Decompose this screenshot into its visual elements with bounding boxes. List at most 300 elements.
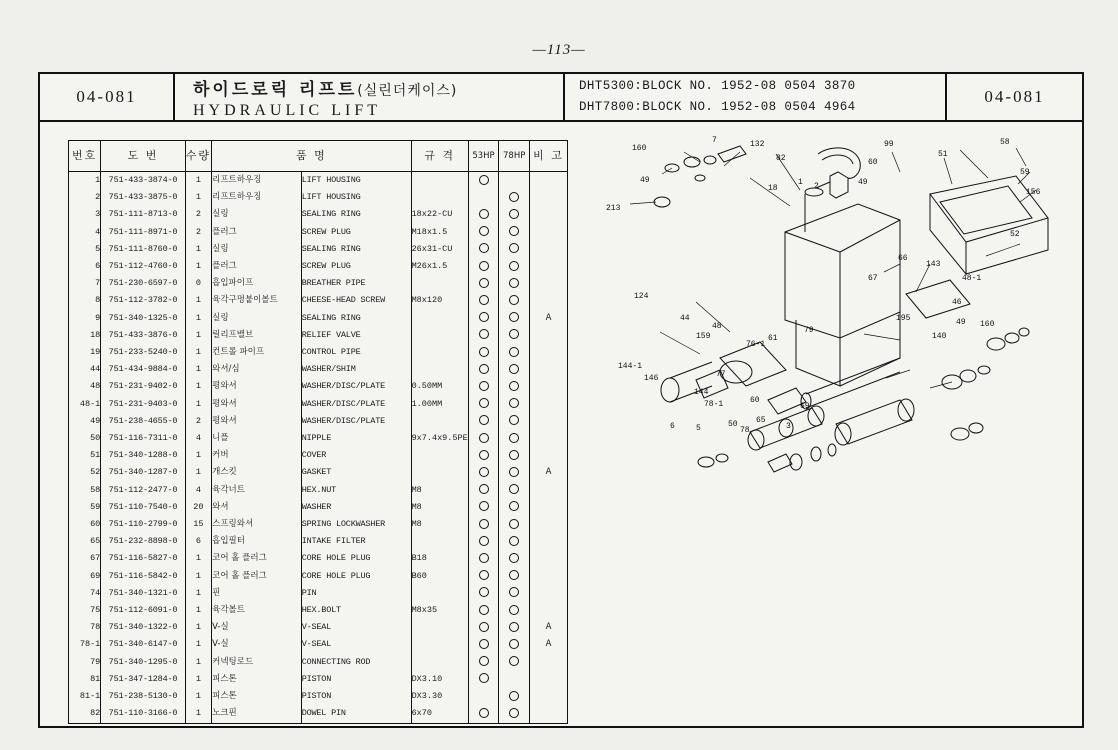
row-spec — [411, 619, 468, 636]
row-quantity: 1 — [185, 602, 211, 619]
table-row — [69, 654, 568, 671]
row-53hp-mark — [468, 258, 499, 275]
row-78hp-mark — [499, 688, 530, 705]
row-quantity: 2 — [185, 224, 211, 241]
table-row — [69, 378, 568, 395]
svg-text:3: 3 — [786, 422, 791, 431]
row-part-number: 751-232-8898-0 — [101, 533, 185, 550]
svg-text:82: 82 — [776, 154, 786, 163]
circle-mark-icon — [509, 329, 519, 339]
svg-text:66: 66 — [898, 254, 908, 263]
row-name-korean: V-실 — [212, 619, 302, 636]
row-part-number: 751-340-1288-0 — [101, 447, 185, 464]
row-spec — [411, 464, 468, 481]
circle-mark-icon — [509, 226, 519, 236]
row-spec: M26x1.5 — [411, 258, 468, 275]
row-quantity: 1 — [185, 636, 211, 653]
svg-text:6: 6 — [670, 422, 675, 431]
row-name-english: GASKET — [301, 464, 411, 481]
row-name-english: WASHER/DISC/PLATE — [301, 413, 411, 430]
block-number-line-2: DHT7800:BLOCK NO. 1952-08 0504 4964 — [579, 100, 856, 114]
row-part-number: 751-110-2799-0 — [101, 516, 185, 533]
row-name-korean: 평와셔 — [212, 413, 302, 430]
svg-text:144: 144 — [694, 388, 709, 397]
row-53hp-mark — [468, 292, 499, 309]
row-remark — [530, 688, 568, 705]
table-row — [69, 671, 568, 688]
col-no: 번호 — [69, 141, 101, 172]
row-78hp-mark — [499, 258, 530, 275]
svg-text:140: 140 — [932, 332, 947, 341]
row-quantity: 1 — [185, 172, 211, 190]
row-name-english: WASHER/DISC/PLATE — [301, 396, 411, 413]
row-53hp-mark — [468, 189, 499, 206]
svg-text:143: 143 — [926, 260, 941, 269]
row-name-english: WASHER/SHIM — [301, 361, 411, 378]
row-53hp-mark — [468, 550, 499, 567]
row-name-korean: 육각볼트 — [212, 602, 302, 619]
row-index: 81 — [69, 671, 101, 688]
row-part-number: 751-340-6147-0 — [101, 636, 185, 653]
row-spec: 0.50MM — [411, 378, 468, 395]
row-part-number: 751-238-5130-0 — [101, 688, 185, 705]
row-remark — [530, 568, 568, 585]
circle-mark-icon — [479, 243, 489, 253]
row-name-korean: 스프링와셔 — [212, 516, 302, 533]
row-name-korean: 노크핀 — [212, 705, 302, 723]
svg-text:78-1: 78-1 — [704, 400, 724, 409]
svg-text:52: 52 — [1010, 230, 1020, 239]
row-spec — [411, 533, 468, 550]
row-remark — [530, 344, 568, 361]
row-part-number: 751-340-1321-0 — [101, 585, 185, 602]
table-row — [69, 585, 568, 602]
row-part-number: 751-111-8971-0 — [101, 224, 185, 241]
circle-mark-icon — [479, 553, 489, 563]
row-name-english: COVER — [301, 447, 411, 464]
row-name-korean: 흡입파이프 — [212, 275, 302, 292]
circle-mark-icon — [509, 278, 519, 288]
row-spec: 18x22-CU — [411, 206, 468, 223]
row-spec — [411, 447, 468, 464]
row-remark — [530, 585, 568, 602]
row-name-english: INTAKE FILTER — [301, 533, 411, 550]
row-index: 79 — [69, 654, 101, 671]
row-remark — [530, 292, 568, 309]
row-spec — [411, 654, 468, 671]
row-quantity: 1 — [185, 568, 211, 585]
circle-mark-icon — [509, 364, 519, 374]
row-name-korean: 와셔/심 — [212, 361, 302, 378]
row-78hp-mark — [499, 482, 530, 499]
row-index: 50 — [69, 430, 101, 447]
row-53hp-mark — [468, 275, 499, 292]
row-spec — [411, 275, 468, 292]
circle-mark-icon — [479, 656, 489, 666]
row-name-english: NIPPLE — [301, 430, 411, 447]
row-name-korean: 실링 — [212, 206, 302, 223]
row-name-english: HEX.BOLT — [301, 602, 411, 619]
circle-mark-icon — [509, 433, 519, 443]
row-index: 58 — [69, 482, 101, 499]
row-remark — [530, 602, 568, 619]
row-quantity: 1 — [185, 258, 211, 275]
row-53hp-mark — [468, 396, 499, 413]
row-name-korean: 커버 — [212, 447, 302, 464]
row-53hp-mark — [468, 224, 499, 241]
row-quantity: 1 — [185, 654, 211, 671]
row-name-english: SEALING RING — [301, 206, 411, 223]
row-name-korean: 육각구멍붙이볼트 — [212, 292, 302, 309]
row-53hp-mark — [468, 241, 499, 258]
row-remark — [530, 189, 568, 206]
row-part-number: 751-433-3876-0 — [101, 327, 185, 344]
circle-mark-icon — [509, 519, 519, 529]
row-quantity: 20 — [185, 499, 211, 516]
table-row — [69, 189, 568, 206]
row-index: 18 — [69, 327, 101, 344]
svg-text:160: 160 — [632, 144, 647, 153]
svg-text:159: 159 — [696, 332, 711, 341]
row-name-korean: 평와셔 — [212, 378, 302, 395]
row-spec: M8 — [411, 482, 468, 499]
row-53hp-mark — [468, 413, 499, 430]
row-78hp-mark — [499, 533, 530, 550]
row-part-number: 751-340-1295-0 — [101, 654, 185, 671]
row-part-number: 751-116-5842-0 — [101, 568, 185, 585]
title-english: HYDRAULIC LIFT — [193, 101, 381, 119]
table-row — [69, 206, 568, 223]
svg-text:60: 60 — [750, 396, 760, 405]
row-index: 75 — [69, 602, 101, 619]
row-53hp-mark — [468, 516, 499, 533]
row-78hp-mark — [499, 413, 530, 430]
row-78hp-mark — [499, 585, 530, 602]
table-row — [69, 224, 568, 241]
table-row — [69, 705, 568, 723]
svg-text:65: 65 — [756, 416, 766, 425]
row-name-korean: 피스톤 — [212, 671, 302, 688]
row-name-english: V-SEAL — [301, 619, 411, 636]
row-part-number: 751-340-1287-0 — [101, 464, 185, 481]
row-name-english: SEALING RING — [301, 241, 411, 258]
row-remark — [530, 654, 568, 671]
row-part-number: 751-433-3874-0 — [101, 172, 185, 190]
row-name-english: PISTON — [301, 671, 411, 688]
col-part-number: 도 번 — [101, 141, 185, 172]
col-78hp: 78HP — [499, 141, 530, 172]
circle-mark-icon — [509, 622, 519, 632]
table-row — [69, 396, 568, 413]
row-part-number: 751-112-2477-0 — [101, 482, 185, 499]
circle-mark-icon — [479, 347, 489, 357]
svg-text:195: 195 — [896, 314, 911, 323]
row-name-english: LIFT HOUSING — [301, 172, 411, 190]
row-index: 48 — [69, 378, 101, 395]
row-index: 4 — [69, 224, 101, 241]
row-53hp-mark — [468, 533, 499, 550]
row-index: 74 — [69, 585, 101, 602]
row-53hp-mark — [468, 499, 499, 516]
row-spec: M8x35 — [411, 602, 468, 619]
row-78hp-mark — [499, 310, 530, 327]
row-quantity: 4 — [185, 482, 211, 499]
row-part-number: 751-231-9403-0 — [101, 396, 185, 413]
svg-text:61: 61 — [768, 334, 778, 343]
circle-mark-icon — [479, 312, 489, 322]
row-53hp-mark — [468, 447, 499, 464]
row-quantity: 0 — [185, 275, 211, 292]
row-name-korean: 코어 홀 플러그 — [212, 568, 302, 585]
row-53hp-mark — [468, 619, 499, 636]
row-index: 59 — [69, 499, 101, 516]
row-name-korean: 평와셔 — [212, 396, 302, 413]
circle-mark-icon — [479, 570, 489, 580]
circle-mark-icon — [479, 536, 489, 546]
exploded-view-illustration — [600, 132, 1070, 712]
row-remark — [530, 224, 568, 241]
row-name-english: SEALING RING — [301, 310, 411, 327]
circle-mark-icon — [509, 536, 519, 546]
row-name-korean: 와셔 — [212, 499, 302, 516]
circle-mark-icon — [479, 226, 489, 236]
row-spec — [411, 636, 468, 653]
svg-text:18: 18 — [768, 184, 778, 193]
row-78hp-mark — [499, 292, 530, 309]
row-78hp-mark — [499, 550, 530, 567]
sheet-header — [40, 74, 1082, 122]
block-number-line-1: DHT5300:BLOCK NO. 1952-08 0504 3870 — [579, 78, 856, 93]
row-index: 19 — [69, 344, 101, 361]
row-remark — [530, 430, 568, 447]
row-name-korean: 리프트하우징 — [212, 189, 302, 206]
row-spec — [411, 361, 468, 378]
svg-text:213: 213 — [606, 204, 621, 213]
svg-text:160: 160 — [980, 320, 995, 329]
row-index: 52 — [69, 464, 101, 481]
row-name-english: SCREW PLUG — [301, 258, 411, 275]
circle-mark-icon — [479, 501, 489, 511]
row-78hp-mark — [499, 568, 530, 585]
row-name-english: WASHER/DISC/PLATE — [301, 378, 411, 395]
row-remark — [530, 275, 568, 292]
row-name-english: CORE HOLE PLUG — [301, 568, 411, 585]
row-name-english: CONTROL PIPE — [301, 344, 411, 361]
col-53hp: 53HP — [468, 141, 499, 172]
row-78hp-mark — [499, 241, 530, 258]
row-part-number: 751-347-1284-0 — [101, 671, 185, 688]
row-53hp-mark — [468, 430, 499, 447]
row-part-number: 751-116-5827-0 — [101, 550, 185, 567]
title-korean: 하이드로릭 리프트 — [193, 79, 358, 100]
row-name-english: PISTON — [301, 688, 411, 705]
col-name: 품 명 — [212, 141, 411, 172]
row-part-number: 751-111-8760-0 — [101, 241, 185, 258]
svg-text:78: 78 — [740, 426, 750, 435]
row-53hp-mark — [468, 705, 499, 723]
row-53hp-mark — [468, 172, 499, 190]
row-53hp-mark — [468, 361, 499, 378]
circle-mark-icon — [479, 587, 489, 597]
table-row — [69, 619, 568, 636]
circle-mark-icon — [479, 519, 489, 529]
circle-mark-icon — [509, 605, 519, 615]
svg-text:44: 44 — [680, 314, 690, 323]
circle-mark-icon — [479, 605, 489, 615]
row-index: 2 — [69, 189, 101, 206]
table-row — [69, 636, 568, 653]
circle-mark-icon — [479, 433, 489, 443]
circle-mark-icon — [479, 415, 489, 425]
row-78hp-mark — [499, 206, 530, 223]
row-53hp-mark — [468, 671, 499, 688]
row-remark — [530, 413, 568, 430]
row-index: 60 — [69, 516, 101, 533]
row-78hp-mark — [499, 189, 530, 206]
row-remark — [530, 206, 568, 223]
circle-mark-icon — [509, 243, 519, 253]
circle-mark-icon — [479, 381, 489, 391]
circle-mark-icon — [479, 175, 489, 185]
row-remark — [530, 396, 568, 413]
svg-text:144-1: 144-1 — [618, 362, 643, 371]
table-row — [69, 568, 568, 585]
row-78hp-mark — [499, 172, 530, 190]
svg-text:69: 69 — [800, 402, 810, 411]
svg-text:49: 49 — [956, 318, 966, 327]
svg-text:132: 132 — [750, 140, 765, 149]
parts-table-wrap — [68, 140, 568, 724]
svg-text:49: 49 — [640, 176, 650, 185]
row-name-english: LIFT HOUSING — [301, 189, 411, 206]
table-row — [69, 447, 568, 464]
row-part-number: 751-110-3166-0 — [101, 705, 185, 723]
row-part-number: 751-112-6091-0 — [101, 602, 185, 619]
table-row — [69, 602, 568, 619]
header-code-left: 04-081 — [40, 74, 175, 120]
row-part-number: 751-233-5240-0 — [101, 344, 185, 361]
table-row — [69, 310, 568, 327]
row-53hp-mark — [468, 654, 499, 671]
row-index: 8 — [69, 292, 101, 309]
circle-mark-icon — [509, 691, 519, 701]
row-53hp-mark — [468, 636, 499, 653]
row-name-korean: 흡입필터 — [212, 533, 302, 550]
row-remark — [530, 447, 568, 464]
row-78hp-mark — [499, 378, 530, 395]
row-quantity: 1 — [185, 292, 211, 309]
circle-mark-icon — [509, 415, 519, 425]
row-part-number: 751-340-1325-0 — [101, 310, 185, 327]
row-remark — [530, 482, 568, 499]
circle-mark-icon — [479, 484, 489, 494]
row-78hp-mark — [499, 654, 530, 671]
table-row — [69, 550, 568, 567]
row-spec — [411, 344, 468, 361]
table-row — [69, 172, 568, 190]
row-remark — [530, 671, 568, 688]
circle-mark-icon — [479, 295, 489, 305]
circle-mark-icon — [509, 209, 519, 219]
col-qty: 수량 — [185, 141, 211, 172]
row-name-english: SPRING LOCKWASHER — [301, 516, 411, 533]
svg-text:124: 124 — [634, 292, 649, 301]
row-spec: M8 — [411, 499, 468, 516]
row-part-number: 751-433-3875-0 — [101, 189, 185, 206]
row-78hp-mark — [499, 344, 530, 361]
svg-text:49: 49 — [858, 178, 868, 187]
row-index: 65 — [69, 533, 101, 550]
header-block-numbers — [565, 74, 947, 120]
row-spec — [411, 189, 468, 206]
table-row — [69, 258, 568, 275]
svg-text:46: 46 — [952, 298, 962, 307]
row-index: 78-1 — [69, 636, 101, 653]
row-part-number: 751-434-9884-0 — [101, 361, 185, 378]
row-part-number: 751-340-1322-0 — [101, 619, 185, 636]
svg-text:5: 5 — [696, 424, 701, 433]
row-spec: M8 — [411, 516, 468, 533]
row-quantity: 1 — [185, 585, 211, 602]
row-name-korean: 릴리프밸브 — [212, 327, 302, 344]
row-index: 9 — [69, 310, 101, 327]
row-remark — [530, 327, 568, 344]
row-53hp-mark — [468, 688, 499, 705]
row-quantity: 1 — [185, 310, 211, 327]
circle-mark-icon — [479, 329, 489, 339]
table-header-row — [69, 141, 568, 172]
svg-text:7: 7 — [712, 136, 717, 145]
circle-mark-icon — [509, 656, 519, 666]
col-remark: 비 고 — [530, 141, 568, 172]
row-index: 81-1 — [69, 688, 101, 705]
row-index: 6 — [69, 258, 101, 275]
circle-mark-icon — [509, 484, 519, 494]
row-name-korean: 피스톤 — [212, 688, 302, 705]
row-part-number: 751-238-4655-0 — [101, 413, 185, 430]
row-spec — [411, 585, 468, 602]
table-row — [69, 464, 568, 481]
table-row — [69, 344, 568, 361]
row-part-number: 751-112-3782-0 — [101, 292, 185, 309]
row-name-english: SCREW PLUG — [301, 224, 411, 241]
svg-text:51: 51 — [938, 150, 948, 159]
row-index: 48-1 — [69, 396, 101, 413]
svg-text:156: 156 — [1026, 188, 1041, 197]
row-quantity: 1 — [185, 241, 211, 258]
row-quantity: 1 — [185, 396, 211, 413]
row-53hp-mark — [468, 327, 499, 344]
row-quantity: 1 — [185, 447, 211, 464]
table-row — [69, 292, 568, 309]
row-part-number: 751-231-9402-0 — [101, 378, 185, 395]
row-53hp-mark — [468, 585, 499, 602]
row-name-english: RELIEF VALVE — [301, 327, 411, 344]
svg-text:48-1: 48-1 — [962, 274, 982, 283]
row-quantity: 1 — [185, 378, 211, 395]
row-remark: A — [530, 636, 568, 653]
svg-text:146: 146 — [644, 374, 659, 383]
svg-text:67: 67 — [868, 274, 878, 283]
row-name-english: WASHER — [301, 499, 411, 516]
row-spec — [411, 327, 468, 344]
row-index: 7 — [69, 275, 101, 292]
row-remark — [530, 172, 568, 190]
row-78hp-mark — [499, 396, 530, 413]
row-spec: M8x120 — [411, 292, 468, 309]
svg-text:59: 59 — [1020, 168, 1030, 177]
row-spec: B60 — [411, 568, 468, 585]
